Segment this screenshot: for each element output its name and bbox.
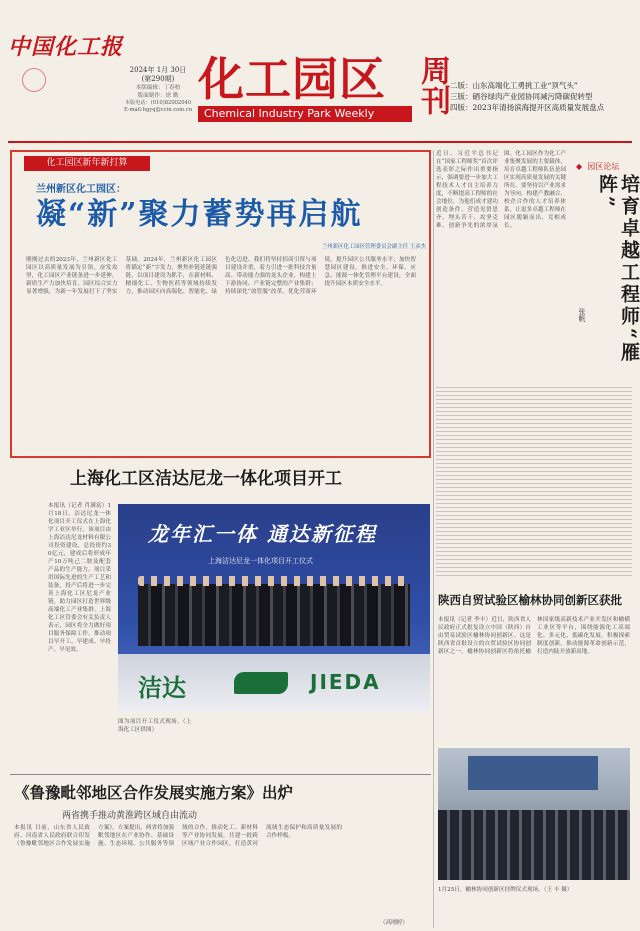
photo-subtitle: 上海洁达尼龙一体化项目开工仪式 — [208, 557, 313, 565]
email-credit: E-mail:hgyq@ccin.com.cn — [123, 107, 193, 113]
audience — [438, 810, 630, 880]
logo-text-cn: 洁达 — [138, 674, 186, 702]
article-headline: 上海化工区洁达尼龙一体化项目开工 — [70, 469, 342, 489]
column-body: 近日，习近平总书记在“国家工程师奖”首次评选表彰之际作出重要指示，强调要进一步加大工程技术人才自主培养力度，不断提高工程师的社会地位，为他们成才建功创造条件，营造见贤思齐、埋头苦干、攻坚克难、创新争先的浓厚氛围。化工园区作为化工产业集聚发展的主要载体，培育卓越工程师队伍是园区实现高质量发展的关键所在。要坚持以产业需求为导向，构建产教融合、校企合作的人才培养体系，让更多卓越工程师在园区脱颖而出、竞相成长。 — [436, 151, 566, 229]
masthead-divider — [8, 141, 632, 143]
article-byline: 兰州新区化工园区管理委员会副主任 王彦杰 — [321, 244, 426, 250]
editor-credit: 本版编辑：丁春柏 — [135, 85, 181, 91]
section-tag-text: 化工园区新年新打算 — [46, 158, 128, 168]
meeting-photo — [438, 748, 630, 880]
column-label-text: 园区论坛 — [587, 162, 620, 171]
article-headline: 陕西自贸试验区榆林协同创新区获批 — [438, 593, 622, 607]
issue-date: 2024年 1月 30日 — [129, 66, 187, 74]
toc-item: 四版：2023年清扬滨海提开区高质量发展盘点 — [450, 103, 605, 112]
article-byline: 本报讯（记者 李丰） — [438, 617, 492, 623]
toc-item: 二版：山东高端化工勇挑工业“顶气头” — [450, 81, 578, 90]
weekly-title-en-bar — [198, 106, 412, 122]
article-body — [48, 502, 111, 746]
article-headline: 《鲁豫毗邻地区合作发展实施方案》出炉 — [14, 783, 294, 802]
column-divider — [433, 150, 434, 928]
article-body-text: 近日，陕西省人民政府正式批复设立中国（陕西）自由贸易试验区榆林协同创新区。这是陕西省首批设立的自贸试验区协同创新区之一。榆林协同创新区将依托榆林国家级高新技术产业开发区和榆横工业区等平台，围绕能源化工高端化、多元化、低碳化发展，积极探索制度创新，推动能源革命创新示范，打造内陆开放新高地。 — [438, 617, 630, 655]
column-author: 张帆 — [578, 308, 586, 322]
photo-banner-text: 龙年汇一体 通达新征程 — [148, 522, 377, 546]
proof-credit: 版面制作：徐 勤 — [137, 93, 179, 99]
article-body-text: 1月18日，洁达尼龙一体化项目开工仪式在上海化学工业区举行。该项目由上海洁达尼龙材料有限公司投资建设，总投资约30亿元，建成后将形成年产10万吨己二胺及配套产品的生产能力。项目采用国际先进的生产工艺和装备，投产后将进一步完善上海化工区尼龙产业链，助力园区打造世界级高端化工产业集群。上海化工区管委会有关负责人表示，园区将全力做好项目服务保障工作，推动项目早开工、早建成、早投产、早见效。 — [48, 503, 111, 653]
paper-name: 中国化工报 — [8, 34, 124, 60]
article-kicker: 兰州新区化工园区： — [36, 184, 126, 195]
article-lanzhou — [10, 150, 431, 458]
logo-mark — [234, 672, 288, 694]
section-divider — [10, 774, 431, 775]
column-label — [576, 154, 630, 171]
article-headline: 凝“新”聚力蓄势再启航 — [36, 197, 363, 232]
weekly-title-en: Chemical Industry Park Weekly — [204, 107, 375, 120]
logo-text-en: JIEDA — [310, 670, 381, 694]
phone-credit: 本版电话：(010)82002040 — [124, 100, 192, 106]
masthead — [0, 0, 640, 140]
weekly-title: 化工园区 — [198, 52, 386, 106]
ceremony-photo — [118, 504, 430, 712]
article-body: 本报讯 日前，山东省人民政府、河南省人民政府联合印发《鲁豫毗邻地区合作发展实施方案》。方案提出，两省将加强毗邻地区在产业协作、基础设施、生态环境、公共服务等领域的合作，推动化工、新材料等产业协同发展，共建一批跨区域产业合作园区，打造黄河流域生态保护和高质量发展的合作样板。 — [14, 825, 342, 847]
article-shaanxi — [436, 588, 632, 928]
column-title: 培育卓越工程师“雁阵” — [596, 174, 640, 364]
issue-number: (第290期) — [141, 75, 175, 83]
article-subhead: 两省携手推动黄淮跨区域自由流动 — [62, 811, 198, 821]
article-body: 刚刚过去的2023年，兰州新区化工园区以高质量发展为引领，奋发攻坚，化工园区产业链条进一步延伸，新质生产力加快培育，园区综合实力显著增强，为新一年发展打下了坚实基础。2024年，兰州新区化工园区将锚定“新”字发力，聚焦补链延链强链，以项目建设为抓手，在新材料、精细化工、生物医药等领域持续发力，推动园区向高端化、智能化、绿色化迈进。我们将坚持招商引资与项目建设并重，着力引进一批科技含量高、带动能力强的龙头企业，构建上下游协同、产业链完整的产业集群；持续深化“放管服”改革，优化营商环境，提升园区公共服务水平；加快智慧园区建设，推进安全、环保、应急、能源一体化管理平台建设，全面提升园区本质安全水平。 — [26, 257, 416, 295]
column-body-cont — [436, 384, 632, 576]
article-shanghai — [10, 466, 431, 766]
photo-caption: 1月25日，榆林协同创新区挂牌仪式现场。（王 丰 摄） — [438, 887, 573, 893]
diamond-icon: ◆ — [576, 162, 583, 171]
article-luyu — [10, 780, 431, 928]
seal-mark — [22, 68, 46, 92]
weekly-label: 周刊 — [415, 55, 450, 115]
photo-caption: 图为项目开工仪式现场。（上海化工区供图） — [118, 719, 192, 733]
toc-item: 三版：硒谷绿肉产业园协同减污降碳促转型 — [450, 92, 593, 101]
article-signature: （高刚婷） — [380, 920, 408, 926]
screen — [468, 756, 598, 790]
article-byline: 本报讯（记者 肖满富） — [48, 503, 108, 509]
crowd — [138, 584, 410, 646]
table-of-contents — [450, 80, 640, 113]
company-logo — [138, 668, 418, 702]
section-tag — [24, 156, 150, 171]
crowd-heads — [138, 576, 410, 586]
column-forum — [436, 150, 640, 580]
article-body — [438, 616, 630, 742]
issue-info — [118, 66, 198, 114]
